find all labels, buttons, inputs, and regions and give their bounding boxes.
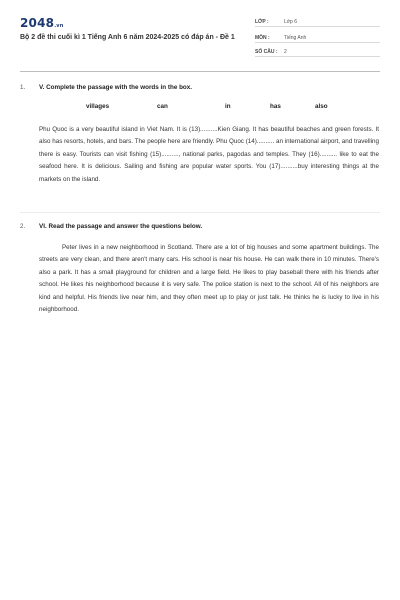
meta-question-count (255, 45, 380, 57)
section-divider (20, 212, 380, 213)
logo-tld: .vn (54, 23, 64, 29)
question-title: VI. Read the passage and answer the questions below. (39, 223, 203, 230)
question-title: V. Complete the passage with the words in the box. (39, 84, 193, 91)
site-logo[interactable] (20, 16, 64, 30)
header-divider (20, 71, 380, 72)
passage-text: Phu Quoc is a very beautiful island in Viet Nam. It is (13)..........Kien Giang. It has beautiful beaches and green forests. It also has resorts, hotels, and bars. The people here are friendly. Phu Quoc (14).......... an international airport, and travelling there is easy. Tourists can visit fishing (15).........., national parks, pagodas and temples. They (16).......... like to eat the seafood here. It is delicious. Sailing and fishing are popular water sports. You (17)..........buy interesting things at the markets on the island. (39, 126, 379, 183)
meta-subject (255, 31, 380, 43)
page-header (0, 0, 400, 72)
meta-question-count-label: SỐ CÂU : (255, 49, 278, 55)
meta-subject-value: Tiếng Anh (284, 35, 307, 41)
question-number: 1. (20, 84, 26, 91)
passage-text: Peter lives in a new neighborhood in Scotland. There are a lot of big houses and some apartment buildings. The streets are very clean, and there aren't many cars. His school is near his house. He can walk there in 10 minutes. There's also a park. It has a small playground for children and a large field. He likes to play baseball there with his friends after school. He likes his neighborhood because it is very safe. The police station is next to the school. All of his neighbors are kind and helpful. His friends live near him, and they often meet up to play or just talk. He thinks he is lucky to live in his neighborhood. (39, 244, 379, 314)
meta-grade (255, 15, 380, 27)
word-box-item: in (225, 103, 231, 110)
question-number: 2. (20, 223, 26, 230)
meta-subject-label: MÔN : (255, 35, 270, 41)
meta-question-count-value: 2 (284, 49, 287, 55)
logo-text: 2048 (20, 16, 55, 30)
word-box-item: has (270, 103, 281, 110)
word-box (0, 103, 400, 113)
meta-grade-value: Lớp 6 (284, 19, 298, 25)
meta-grade-label: LỚP : (255, 19, 269, 25)
word-box-item: also (315, 103, 328, 110)
document-title: Bộ 2 đề thi cuối kì 1 Tiếng Anh 6 năm 2024-2025 có đáp án - Đề 1 (20, 34, 235, 41)
word-box-item: can (157, 103, 168, 110)
word-box-item: villages (86, 103, 110, 110)
